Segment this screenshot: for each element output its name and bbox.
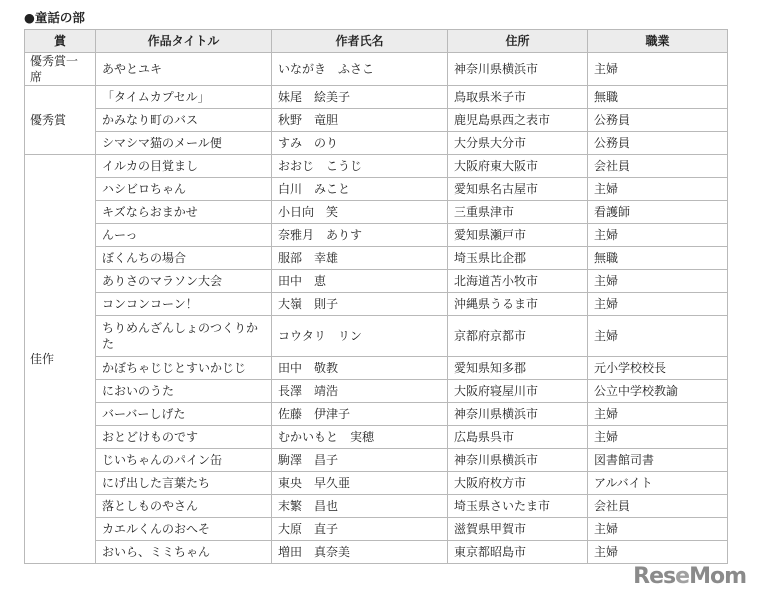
author-cell: 東央 早久亜: [272, 472, 448, 495]
title-cell: おいら、ミミちゃん: [96, 541, 272, 564]
author-cell: 服部 幸雄: [272, 247, 448, 270]
table-row: [25, 403, 728, 426]
table-row: [25, 472, 728, 495]
header-row: [25, 30, 728, 53]
address-cell: 鹿児島県西之表市: [448, 109, 588, 132]
title-cell: んーっ: [96, 224, 272, 247]
table-row: [25, 357, 728, 380]
address-cell: 京都府京都市: [448, 316, 588, 357]
address-cell: 埼玉県さいたま市: [448, 495, 588, 518]
address-cell: 大阪府東大阪市: [448, 155, 588, 178]
job-cell: 主婦: [588, 224, 728, 247]
address-cell: 滋賀県甲賀市: [448, 518, 588, 541]
address-cell: 愛知県名古屋市: [448, 178, 588, 201]
table-row: [25, 201, 728, 224]
author-cell: むかいもと 実穂: [272, 426, 448, 449]
table-row: [25, 541, 728, 564]
table-row: [25, 155, 728, 178]
header-author: 作者氏名: [272, 30, 448, 53]
author-cell: 末繁 昌也: [272, 495, 448, 518]
author-cell: 駒澤 昌子: [272, 449, 448, 472]
address-cell: 愛知県瀬戸市: [448, 224, 588, 247]
title-cell: コンコンコーン！: [96, 293, 272, 316]
title-cell: にげ出した言葉たち: [96, 472, 272, 495]
table-body: [25, 53, 728, 564]
table-row: [25, 316, 728, 357]
job-cell: 無職: [588, 247, 728, 270]
job-cell: 主婦: [588, 293, 728, 316]
title-cell: バーバーしげた: [96, 403, 272, 426]
author-cell: 奈雅月 ありす: [272, 224, 448, 247]
title-cell: 「タイムカプセル」: [96, 86, 272, 109]
title-cell: ぼくんちの場合: [96, 247, 272, 270]
address-cell: 神奈川県横浜市: [448, 403, 588, 426]
job-cell: 公立中学校教諭: [588, 380, 728, 403]
title-cell: あやとユキ: [96, 53, 272, 86]
award-cell: 優秀賞一席: [25, 53, 96, 86]
table-row: [25, 293, 728, 316]
address-cell: 北海道苫小牧市: [448, 270, 588, 293]
address-cell: 広島県呉市: [448, 426, 588, 449]
job-cell: 図書館司書: [588, 449, 728, 472]
title-cell: おとどけものです: [96, 426, 272, 449]
author-cell: 秋野 竜胆: [272, 109, 448, 132]
job-cell: アルバイト: [588, 472, 728, 495]
job-cell: 主婦: [588, 316, 728, 357]
address-cell: 東京都昭島市: [448, 541, 588, 564]
job-cell: 公務員: [588, 132, 728, 155]
job-cell: 会社員: [588, 495, 728, 518]
header-job: 職業: [588, 30, 728, 53]
job-cell: 主婦: [588, 178, 728, 201]
award-cell: 優秀賞: [25, 86, 96, 155]
job-cell: 主婦: [588, 541, 728, 564]
address-cell: 沖縄県うるま市: [448, 293, 588, 316]
author-cell: すみ のり: [272, 132, 448, 155]
job-cell: 会社員: [588, 155, 728, 178]
address-cell: 神奈川県横浜市: [448, 53, 588, 86]
author-cell: 長澤 靖浩: [272, 380, 448, 403]
author-cell: 白川 みこと: [272, 178, 448, 201]
title-cell: ハシビロちゃん: [96, 178, 272, 201]
job-cell: 元小学校校長: [588, 357, 728, 380]
job-cell: 無職: [588, 86, 728, 109]
job-cell: 主婦: [588, 270, 728, 293]
title-cell: かみなり町のバス: [96, 109, 272, 132]
author-cell: 増田 真奈美: [272, 541, 448, 564]
title-cell: かぼちゃじじとすいかじじ: [96, 357, 272, 380]
title-cell: シマシマ猫のメール便: [96, 132, 272, 155]
title-cell: ありさのマラソン大会: [96, 270, 272, 293]
title-cell: じいちゃんのパイン缶: [96, 449, 272, 472]
title-cell: キズならおまかせ: [96, 201, 272, 224]
section-title: ●童話の部: [24, 10, 85, 25]
table-row: [25, 270, 728, 293]
job-cell: 主婦: [588, 53, 728, 86]
job-cell: 公務員: [588, 109, 728, 132]
address-cell: 鳥取県米子市: [448, 86, 588, 109]
address-cell: 大阪府枚方市: [448, 472, 588, 495]
resemom-logo: ReseMom: [633, 564, 746, 589]
author-cell: コウタリ リン: [272, 316, 448, 357]
header-address: 住所: [448, 30, 588, 53]
table-row: [25, 518, 728, 541]
job-cell: 看護師: [588, 201, 728, 224]
title-cell: においのうた: [96, 380, 272, 403]
author-cell: 佐藤 伊津子: [272, 403, 448, 426]
author-cell: 小日向 笑: [272, 201, 448, 224]
author-cell: 妹尾 絵美子: [272, 86, 448, 109]
job-cell: 主婦: [588, 403, 728, 426]
header-title: 作品タイトル: [96, 30, 272, 53]
table-row: [25, 132, 728, 155]
table-row: [25, 495, 728, 518]
author-cell: おおじ こうじ: [272, 155, 448, 178]
table-row: [25, 224, 728, 247]
address-cell: 大分県大分市: [448, 132, 588, 155]
table-row: [25, 109, 728, 132]
job-cell: 主婦: [588, 426, 728, 449]
address-cell: 愛知県知多郡: [448, 357, 588, 380]
address-cell: 埼玉県比企郡: [448, 247, 588, 270]
table-row: [25, 426, 728, 449]
author-cell: 大嶺 則子: [272, 293, 448, 316]
address-cell: 三重県津市: [448, 201, 588, 224]
address-cell: 大阪府寝屋川市: [448, 380, 588, 403]
table-row: [25, 178, 728, 201]
title-cell: ちりめんざんしょのつくりかた: [96, 316, 272, 357]
title-cell: イルカの目覚まし: [96, 155, 272, 178]
author-cell: 田中 敬教: [272, 357, 448, 380]
author-cell: 大原 直子: [272, 518, 448, 541]
award-cell: 佳作: [25, 155, 96, 564]
author-cell: いながき ふさこ: [272, 53, 448, 86]
address-cell: 神奈川県横浜市: [448, 449, 588, 472]
table-row: [25, 380, 728, 403]
table-row: [25, 449, 728, 472]
job-cell: 主婦: [588, 518, 728, 541]
table-row: [25, 247, 728, 270]
table-row: [25, 86, 728, 109]
title-cell: 落としものやさん: [96, 495, 272, 518]
awards-table: [24, 29, 728, 564]
author-cell: 田中 恵: [272, 270, 448, 293]
header-award: 賞: [25, 30, 96, 53]
table-row: [25, 53, 728, 86]
title-cell: カエルくんのおへそ: [96, 518, 272, 541]
